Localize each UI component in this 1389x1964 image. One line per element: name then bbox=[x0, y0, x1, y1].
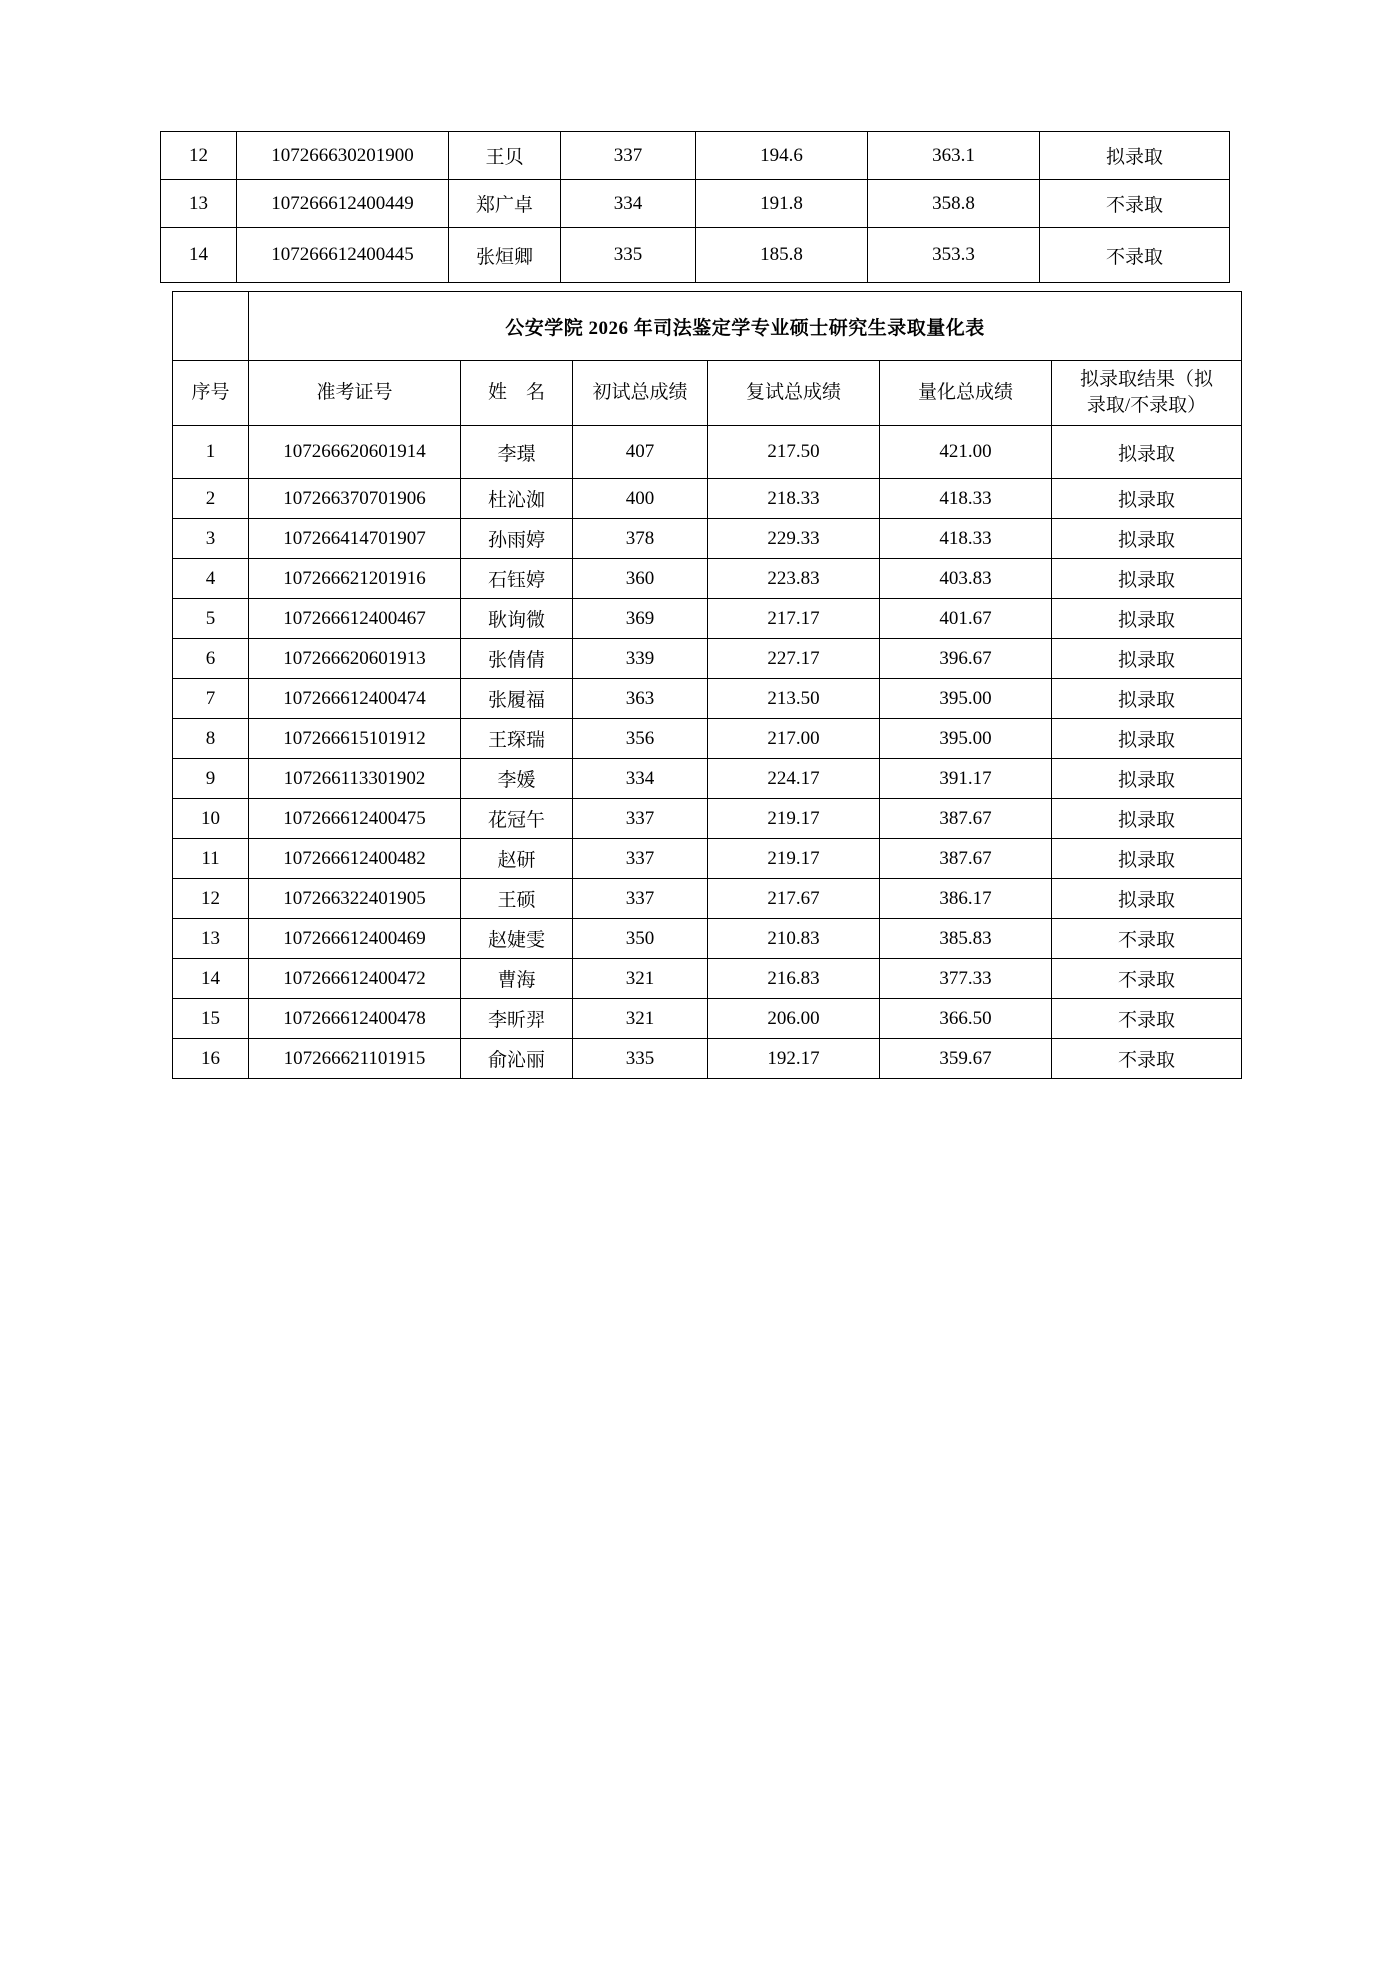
cell-score2: 218.33 bbox=[708, 479, 880, 519]
header-result-line2: 录取/不录取） bbox=[1086, 395, 1207, 416]
cell-score2: 210.83 bbox=[708, 919, 880, 959]
cell-index: 11 bbox=[173, 839, 249, 879]
cell-score1: 378 bbox=[573, 519, 708, 559]
table-row bbox=[173, 679, 1242, 719]
cell-score1: 356 bbox=[573, 719, 708, 759]
table-row bbox=[173, 479, 1242, 519]
cell-score1: 337 bbox=[573, 799, 708, 839]
table-row bbox=[173, 426, 1242, 479]
table-row bbox=[173, 919, 1242, 959]
cell-exam-no: 107266620601914 bbox=[249, 426, 461, 479]
table-row bbox=[161, 180, 1230, 228]
cell-result: 不录取 bbox=[1040, 228, 1230, 283]
cell-index: 5 bbox=[173, 599, 249, 639]
cell-score1: 334 bbox=[561, 180, 696, 228]
table-row bbox=[173, 999, 1242, 1039]
cell-result: 拟录取 bbox=[1052, 799, 1242, 839]
cell-result: 拟录取 bbox=[1052, 879, 1242, 919]
cell-exam-no: 107266612400445 bbox=[237, 228, 449, 283]
header-score1: 初试总成绩 bbox=[573, 361, 708, 426]
cell-total: 359.67 bbox=[880, 1039, 1052, 1079]
table-row bbox=[173, 839, 1242, 879]
cell-index: 13 bbox=[173, 919, 249, 959]
cell-total: 395.00 bbox=[880, 679, 1052, 719]
cell-score1: 360 bbox=[573, 559, 708, 599]
cell-name: 王琛瑞 bbox=[461, 719, 573, 759]
cell-score2: 194.6 bbox=[696, 132, 868, 180]
cell-score2: 223.83 bbox=[708, 559, 880, 599]
cell-exam-no: 107266621101915 bbox=[249, 1039, 461, 1079]
table-row bbox=[161, 132, 1230, 180]
cell-name: 李昕羿 bbox=[461, 999, 573, 1039]
cell-name: 王贝 bbox=[449, 132, 561, 180]
cell-name: 郑广卓 bbox=[449, 180, 561, 228]
title-corner-cell bbox=[173, 292, 249, 361]
cell-name: 王硕 bbox=[461, 879, 573, 919]
cell-score1: 321 bbox=[573, 959, 708, 999]
cell-name: 张烜卿 bbox=[449, 228, 561, 283]
cell-exam-no: 107266414701907 bbox=[249, 519, 461, 559]
cell-exam-no: 107266113301902 bbox=[249, 759, 461, 799]
cell-score2: 217.00 bbox=[708, 719, 880, 759]
cell-result: 不录取 bbox=[1052, 919, 1242, 959]
cell-score2: 216.83 bbox=[708, 959, 880, 999]
cell-name: 赵研 bbox=[461, 839, 573, 879]
cell-index: 14 bbox=[161, 228, 237, 283]
header-result-line1: 拟录取结果（拟 bbox=[1080, 369, 1214, 391]
cell-name: 杜沁洳 bbox=[461, 479, 573, 519]
cell-name: 李媛 bbox=[461, 759, 573, 799]
cell-name: 俞沁丽 bbox=[461, 1039, 573, 1079]
cell-total: 418.33 bbox=[880, 519, 1052, 559]
cell-total: 366.50 bbox=[880, 999, 1052, 1039]
cell-score2: 227.17 bbox=[708, 639, 880, 679]
cell-score1: 400 bbox=[573, 479, 708, 519]
cell-total: 391.17 bbox=[880, 759, 1052, 799]
header-exam-no: 准考证号 bbox=[249, 361, 461, 426]
cell-score2: 206.00 bbox=[708, 999, 880, 1039]
cell-index: 3 bbox=[173, 519, 249, 559]
cell-name: 李璟 bbox=[461, 426, 573, 479]
header-result bbox=[1052, 361, 1242, 426]
cell-score1: 321 bbox=[573, 999, 708, 1039]
cell-exam-no: 107266612400475 bbox=[249, 799, 461, 839]
cell-exam-no: 107266615101912 bbox=[249, 719, 461, 759]
cell-total: 385.83 bbox=[880, 919, 1052, 959]
cell-result: 不录取 bbox=[1040, 180, 1230, 228]
cell-score2: 217.50 bbox=[708, 426, 880, 479]
cell-score1: 337 bbox=[561, 132, 696, 180]
table-row bbox=[173, 959, 1242, 999]
cell-result: 不录取 bbox=[1052, 1039, 1242, 1079]
cell-result: 拟录取 bbox=[1052, 559, 1242, 599]
cell-total: 395.00 bbox=[880, 719, 1052, 759]
cell-total: 418.33 bbox=[880, 479, 1052, 519]
table-row bbox=[173, 559, 1242, 599]
cell-index: 9 bbox=[173, 759, 249, 799]
header-total: 量化总成绩 bbox=[880, 361, 1052, 426]
cell-exam-no: 107266621201916 bbox=[249, 559, 461, 599]
cell-name: 赵婕雯 bbox=[461, 919, 573, 959]
cell-result: 拟录取 bbox=[1052, 679, 1242, 719]
cell-result: 拟录取 bbox=[1052, 639, 1242, 679]
cell-score2: 219.17 bbox=[708, 799, 880, 839]
header-index: 序号 bbox=[173, 361, 249, 426]
cell-exam-no: 107266612400474 bbox=[249, 679, 461, 719]
cell-total: 403.83 bbox=[880, 559, 1052, 599]
table-row bbox=[173, 719, 1242, 759]
cell-exam-no: 107266612400469 bbox=[249, 919, 461, 959]
cell-result: 拟录取 bbox=[1040, 132, 1230, 180]
cell-exam-no: 107266370701906 bbox=[249, 479, 461, 519]
cell-exam-no: 107266620601913 bbox=[249, 639, 461, 679]
cell-name: 耿询微 bbox=[461, 599, 573, 639]
cell-exam-no: 107266612400482 bbox=[249, 839, 461, 879]
cell-result: 不录取 bbox=[1052, 959, 1242, 999]
cell-result: 拟录取 bbox=[1052, 519, 1242, 559]
cell-result: 拟录取 bbox=[1052, 759, 1242, 799]
table-header-row bbox=[173, 361, 1242, 426]
cell-total: 377.33 bbox=[880, 959, 1052, 999]
cell-name: 张倩倩 bbox=[461, 639, 573, 679]
cell-index: 1 bbox=[173, 426, 249, 479]
table-row bbox=[173, 879, 1242, 919]
cell-total: 387.67 bbox=[880, 839, 1052, 879]
cell-index: 6 bbox=[173, 639, 249, 679]
cell-score2: 185.8 bbox=[696, 228, 868, 283]
cell-score1: 337 bbox=[573, 879, 708, 919]
cell-name: 花冠午 bbox=[461, 799, 573, 839]
cell-exam-no: 107266630201900 bbox=[237, 132, 449, 180]
cell-total: 421.00 bbox=[880, 426, 1052, 479]
cell-score1: 335 bbox=[573, 1039, 708, 1079]
cell-score2: 224.17 bbox=[708, 759, 880, 799]
cell-result: 拟录取 bbox=[1052, 426, 1242, 479]
cell-exam-no: 107266612400467 bbox=[249, 599, 461, 639]
cell-name: 孙雨婷 bbox=[461, 519, 573, 559]
cell-name: 曹海 bbox=[461, 959, 573, 999]
cell-result: 不录取 bbox=[1052, 999, 1242, 1039]
admission-quantification-table bbox=[172, 291, 1242, 1079]
cell-index: 14 bbox=[173, 959, 249, 999]
cell-index: 8 bbox=[173, 719, 249, 759]
cell-name: 张履福 bbox=[461, 679, 573, 719]
cell-result: 拟录取 bbox=[1052, 599, 1242, 639]
cell-index: 4 bbox=[173, 559, 249, 599]
cell-exam-no: 107266322401905 bbox=[249, 879, 461, 919]
table-row bbox=[173, 639, 1242, 679]
table-row bbox=[173, 599, 1242, 639]
cell-score1: 337 bbox=[573, 839, 708, 879]
cell-index: 13 bbox=[161, 180, 237, 228]
cell-exam-no: 107266612400472 bbox=[249, 959, 461, 999]
cell-index: 10 bbox=[173, 799, 249, 839]
cell-score1: 339 bbox=[573, 639, 708, 679]
continuation-table bbox=[160, 131, 1230, 283]
table-title: 公安学院 2026 年司法鉴定学专业硕士研究生录取量化表 bbox=[249, 292, 1242, 361]
cell-score1: 334 bbox=[573, 759, 708, 799]
cell-score1: 350 bbox=[573, 919, 708, 959]
cell-score1: 369 bbox=[573, 599, 708, 639]
cell-score1: 335 bbox=[561, 228, 696, 283]
cell-score2: 217.67 bbox=[708, 879, 880, 919]
cell-name: 石钰婷 bbox=[461, 559, 573, 599]
cell-total: 396.67 bbox=[880, 639, 1052, 679]
cell-score1: 363 bbox=[573, 679, 708, 719]
cell-total: 386.17 bbox=[880, 879, 1052, 919]
header-score2: 复试总成绩 bbox=[708, 361, 880, 426]
cell-total: 387.67 bbox=[880, 799, 1052, 839]
cell-total: 363.1 bbox=[868, 132, 1040, 180]
table-row bbox=[173, 1039, 1242, 1079]
cell-score2: 213.50 bbox=[708, 679, 880, 719]
table-row bbox=[173, 799, 1242, 839]
cell-total: 401.67 bbox=[880, 599, 1052, 639]
cell-score2: 191.8 bbox=[696, 180, 868, 228]
cell-total: 353.3 bbox=[868, 228, 1040, 283]
cell-index: 7 bbox=[173, 679, 249, 719]
cell-result: 拟录取 bbox=[1052, 479, 1242, 519]
cell-exam-no: 107266612400449 bbox=[237, 180, 449, 228]
header-name: 姓 名 bbox=[461, 361, 573, 426]
table-row bbox=[173, 759, 1242, 799]
cell-result: 拟录取 bbox=[1052, 719, 1242, 759]
cell-score2: 192.17 bbox=[708, 1039, 880, 1079]
cell-total: 358.8 bbox=[868, 180, 1040, 228]
cell-index: 2 bbox=[173, 479, 249, 519]
cell-result: 拟录取 bbox=[1052, 839, 1242, 879]
cell-score2: 229.33 bbox=[708, 519, 880, 559]
cell-score1: 407 bbox=[573, 426, 708, 479]
cell-exam-no: 107266612400478 bbox=[249, 999, 461, 1039]
cell-index: 12 bbox=[173, 879, 249, 919]
table-row bbox=[161, 228, 1230, 283]
table-row bbox=[173, 519, 1242, 559]
cell-index: 16 bbox=[173, 1039, 249, 1079]
cell-index: 12 bbox=[161, 132, 237, 180]
table-title-row bbox=[173, 292, 1242, 361]
cell-score2: 217.17 bbox=[708, 599, 880, 639]
cell-score2: 219.17 bbox=[708, 839, 880, 879]
cell-index: 15 bbox=[173, 999, 249, 1039]
